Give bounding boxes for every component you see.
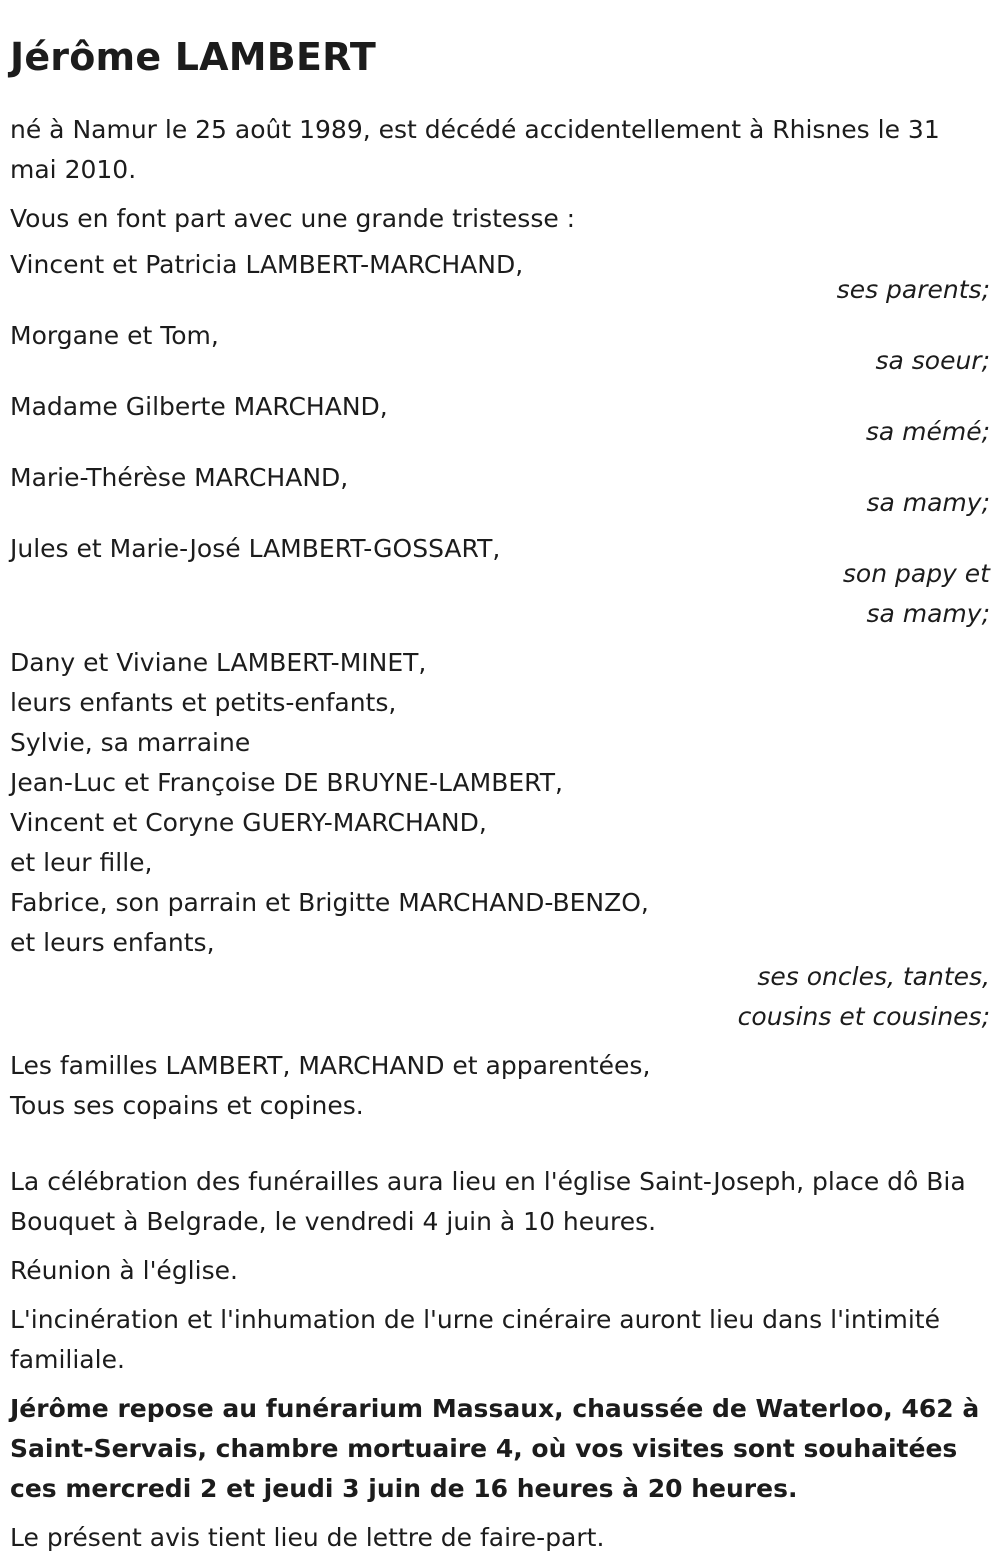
- family-entry: [10, 248, 990, 310]
- family-names: Marie-Thérèse MARCHAND,: [10, 463, 349, 492]
- families-line: Les familles LAMBERT, MARCHAND et apparentées,: [10, 1051, 651, 1080]
- ceremony-details: La célébration des funérailles aura lieu en l'église Saint-Joseph, place dô Bia Bouquet à Belgrade, le vendredi 4 juin à 10 heures.: [10, 1167, 966, 1236]
- extended-family-line: leurs enfants et petits-enfants,: [10, 688, 397, 717]
- extended-family-line: et leur fille,: [10, 848, 153, 877]
- cremation-note: L'incinération et l'inhumation de l'urne cinéraire auront lieu dans l'intimité familiale.: [10, 1305, 940, 1374]
- family-names: Jules et Marie-José LAMBERT-GOSSART,: [10, 534, 501, 563]
- family-entry: [10, 532, 990, 634]
- extended-family-line: Fabrice, son parrain et Brigitte MARCHAND-BENZO,: [10, 888, 649, 917]
- family-relation: ses parents;: [836, 275, 990, 304]
- extended-family-line: Vincent et Coryne GUERY-MARCHAND,: [10, 808, 487, 837]
- announcement-line: Vous en font part avec une grande tristesse :: [10, 204, 576, 233]
- family-entry: [10, 319, 990, 381]
- extended-family-line: Sylvie, sa marraine: [10, 728, 251, 757]
- family-relation: son papy et sa mamy;: [842, 559, 990, 628]
- family-entry: [10, 390, 990, 452]
- extended-family-line: et leurs enfants,: [10, 928, 215, 957]
- visitation-details: Jérôme repose au funérarium Massaux, chaussée de Waterloo, 462 à Saint-Servais, chambre mortuaire 4, où vos visites sont souhaitées ces mercredi 2 et jeudi 3 juin de 16 heures à 20 heures.: [10, 1394, 980, 1503]
- family-names: Vincent et Patricia LAMBERT-MARCHAND,: [10, 250, 524, 279]
- birth-death-statement: né à Namur le 25 août 1989, est décédé accidentellement à Rhisnes le 31 mai 2010.: [10, 115, 940, 184]
- meeting-note: Réunion à l'église.: [10, 1256, 238, 1285]
- family-relation: sa mémé;: [865, 417, 990, 446]
- closing-note: Le présent avis tient lieu de lettre de faire-part.: [10, 1523, 605, 1552]
- close-family-list: [10, 248, 990, 634]
- family-names: Madame Gilberte MARCHAND,: [10, 392, 388, 421]
- extended-family-line: Dany et Viviane LAMBERT-MINET,: [10, 648, 427, 677]
- family-relation: sa mamy;: [866, 488, 990, 517]
- extended-family-list: [10, 643, 990, 1037]
- extended-family-relation: ses oncles, tantes, cousins et cousines;: [737, 962, 990, 1031]
- friends-line: Tous ses copains et copines.: [10, 1091, 364, 1120]
- extended-family-line: Jean-Luc et Françoise DE BRUYNE-LAMBERT,: [10, 768, 563, 797]
- family-names: Morgane et Tom,: [10, 321, 219, 350]
- family-relation: sa soeur;: [875, 346, 990, 375]
- family-entry: [10, 461, 990, 523]
- deceased-name-title: Jérôme LAMBERT: [10, 35, 376, 79]
